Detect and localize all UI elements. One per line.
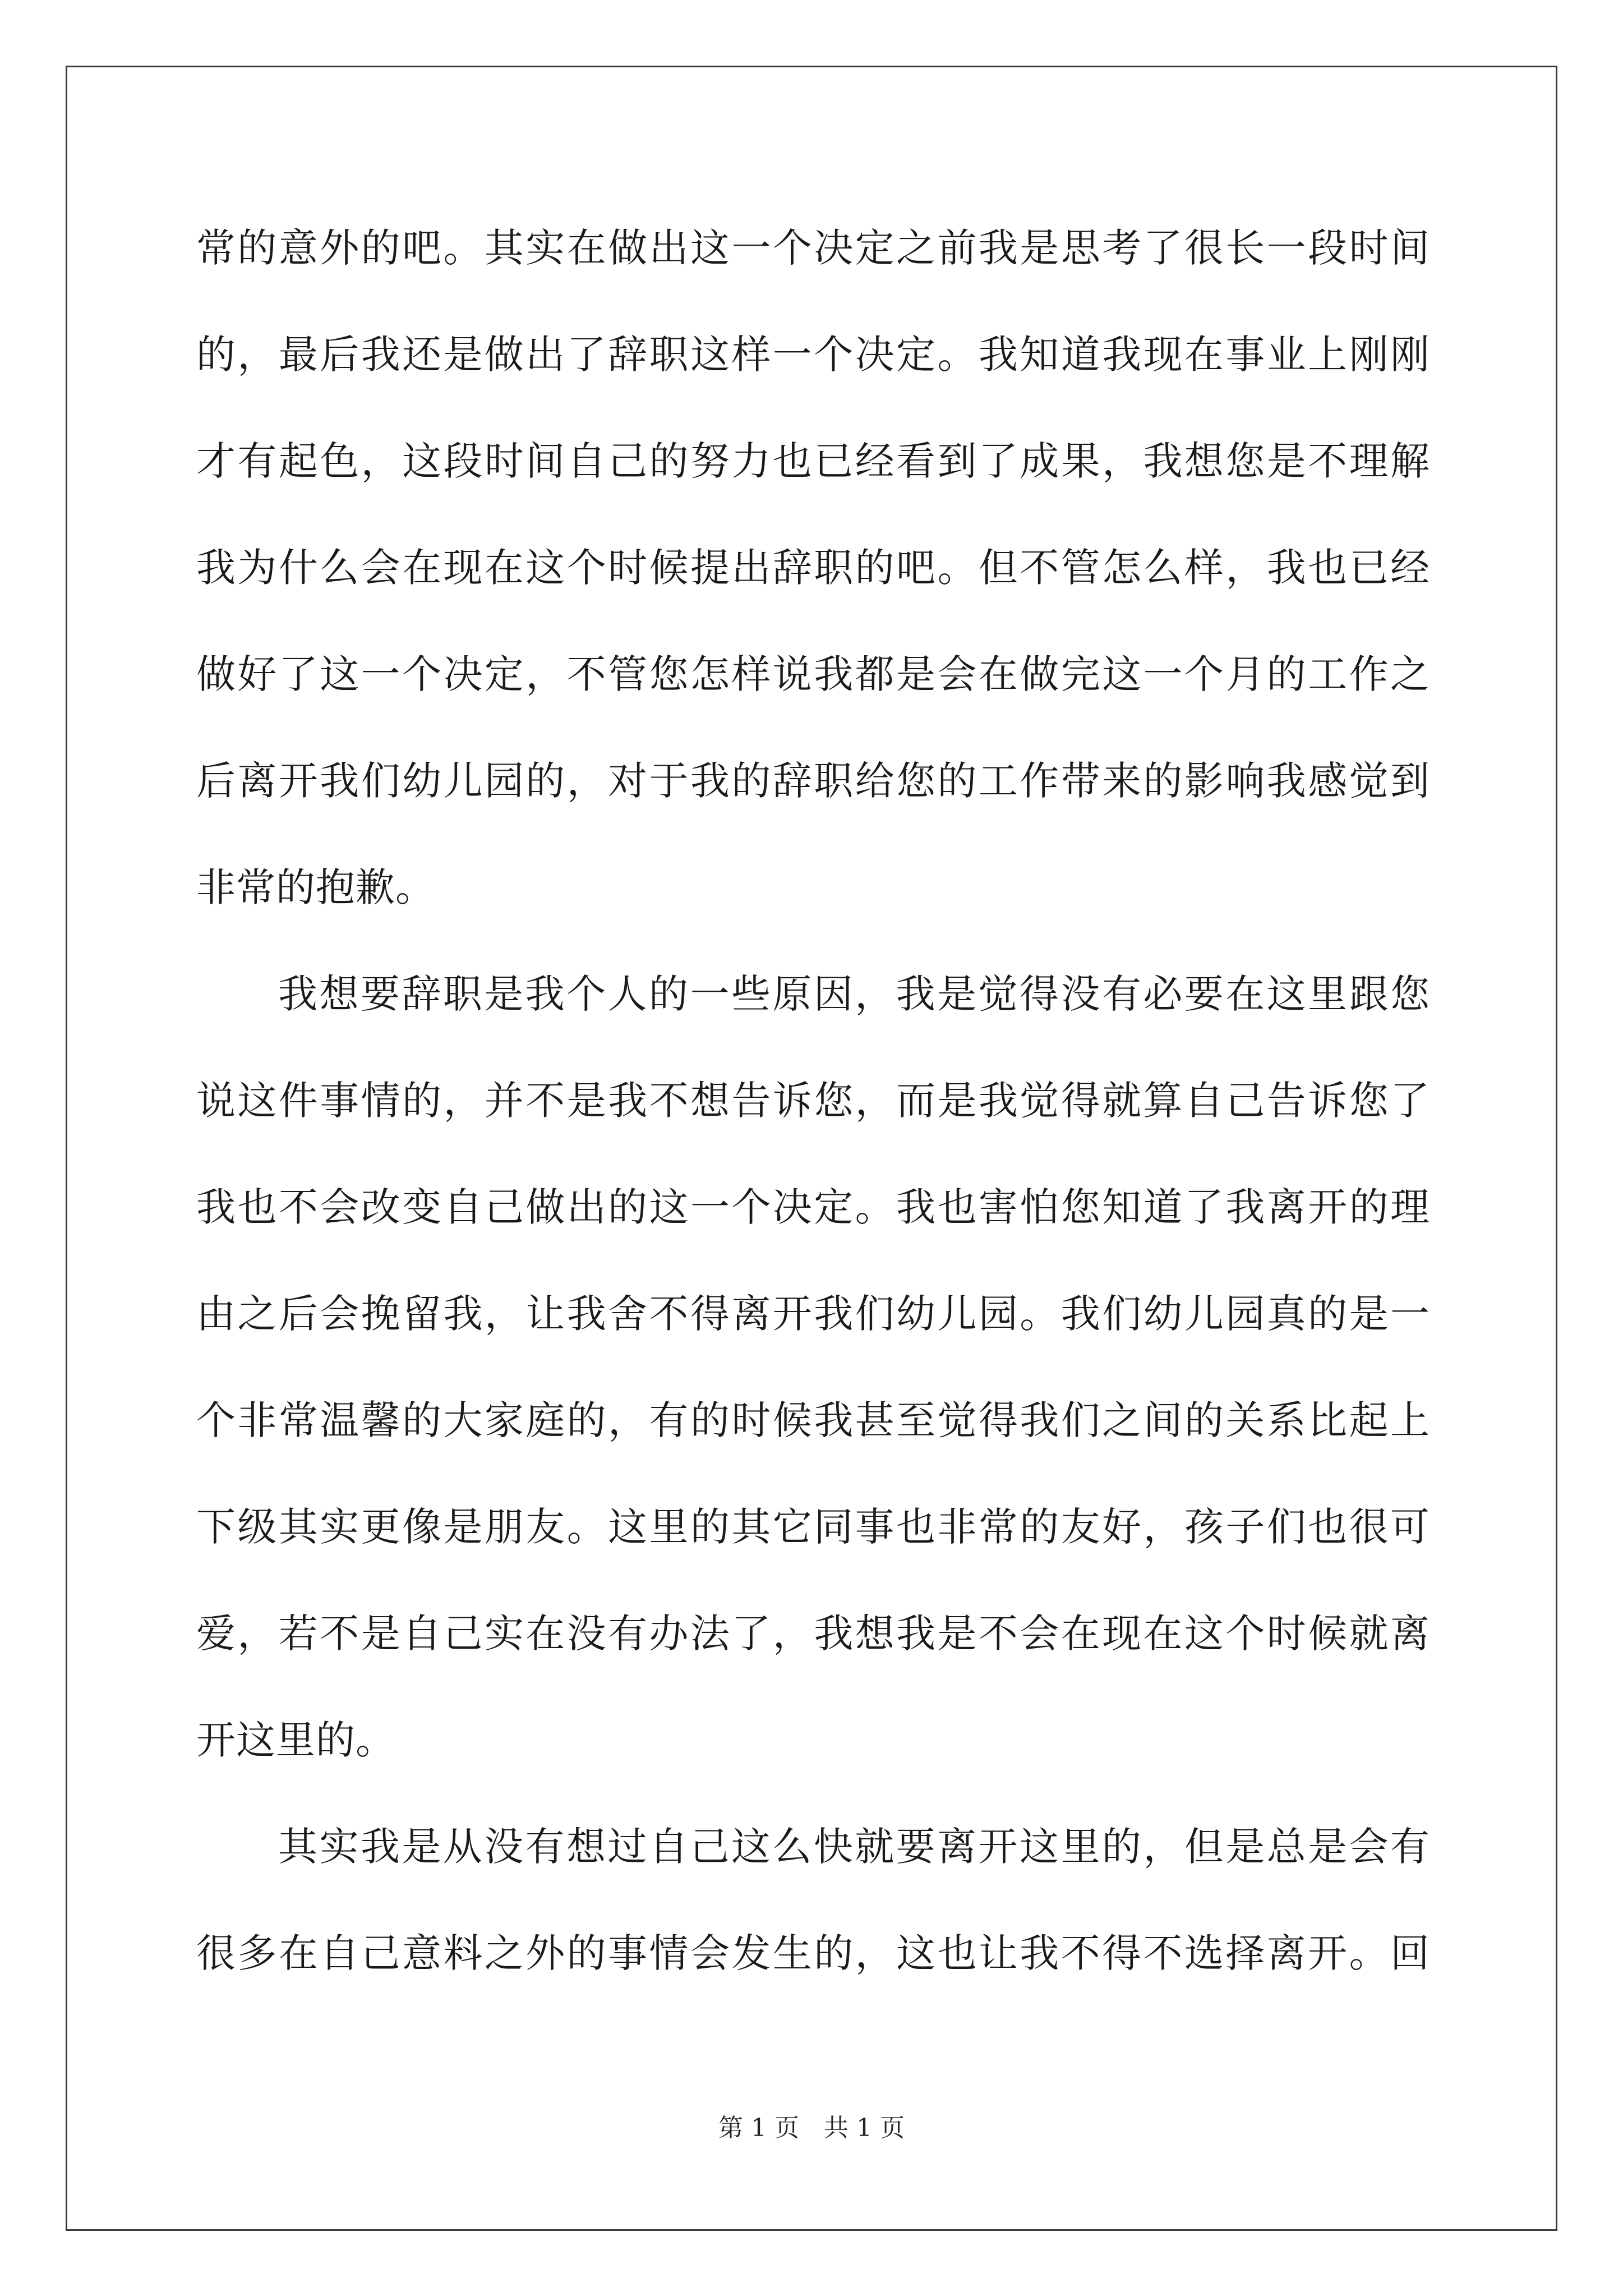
document-body (196, 209, 1430, 2021)
text-line: 很多在自己意料之外的事情会发生的，这也让我不得不选择离开。回 (196, 1930, 1430, 1976)
text-line: 我为什么会在现在这个时候提出辞职的吧。但不管怎么样，我也已经 (196, 545, 1430, 591)
text-line: 我想要辞职是我个人的一些原因，我是觉得没有必要在这里跟您 (278, 971, 1430, 1017)
text-line: 个非常温馨的大家庭的，有的时候我甚至觉得我们之间的关系比起上 (196, 1397, 1430, 1443)
text-line: 其实我是从没有想过自己这么快就要离开这里的，但是总是会有 (278, 1824, 1430, 1870)
text-line: 的，最后我还是做出了辞职这样一个决定。我知道我现在事业上刚刚 (196, 332, 1430, 378)
text-line: 下级其实更像是朋友。这里的其它同事也非常的友好，孩子们也很可 (196, 1504, 1430, 1550)
text-line: 常的意外的吧。其实在做出这一个决定之前我是思考了很长一段时间 (196, 225, 1430, 271)
text-line: 后离开我们幼儿园的，对于我的辞职给您的工作带来的影响我感觉到 (196, 758, 1430, 804)
text-line: 说这件事情的，并不是我不想告诉您，而是我觉得就算自己告诉您了 (196, 1078, 1430, 1124)
text-line: 爱，若不是自己实在没有办法了，我想我是不会在现在这个时候就离 (196, 1611, 1430, 1657)
text-line: 由之后会挽留我，让我舍不得离开我们幼儿园。我们幼儿园真的是一 (196, 1291, 1430, 1337)
text-line: 我也不会改变自己做出的这一个决定。我也害怕您知道了我离开的理 (196, 1184, 1430, 1230)
text-line: 非常的抱歉。 (196, 864, 435, 910)
page-number: 第 1 页 共 1 页 (718, 2114, 905, 2142)
text-line: 做好了这一个决定，不管您怎样说我都是会在做完这一个月的工作之 (196, 651, 1430, 697)
text-line: 开这里的。 (196, 1717, 395, 1763)
text-line: 才有起色，这段时间自己的努力也已经看到了成果，我想您是不理解 (196, 438, 1430, 484)
